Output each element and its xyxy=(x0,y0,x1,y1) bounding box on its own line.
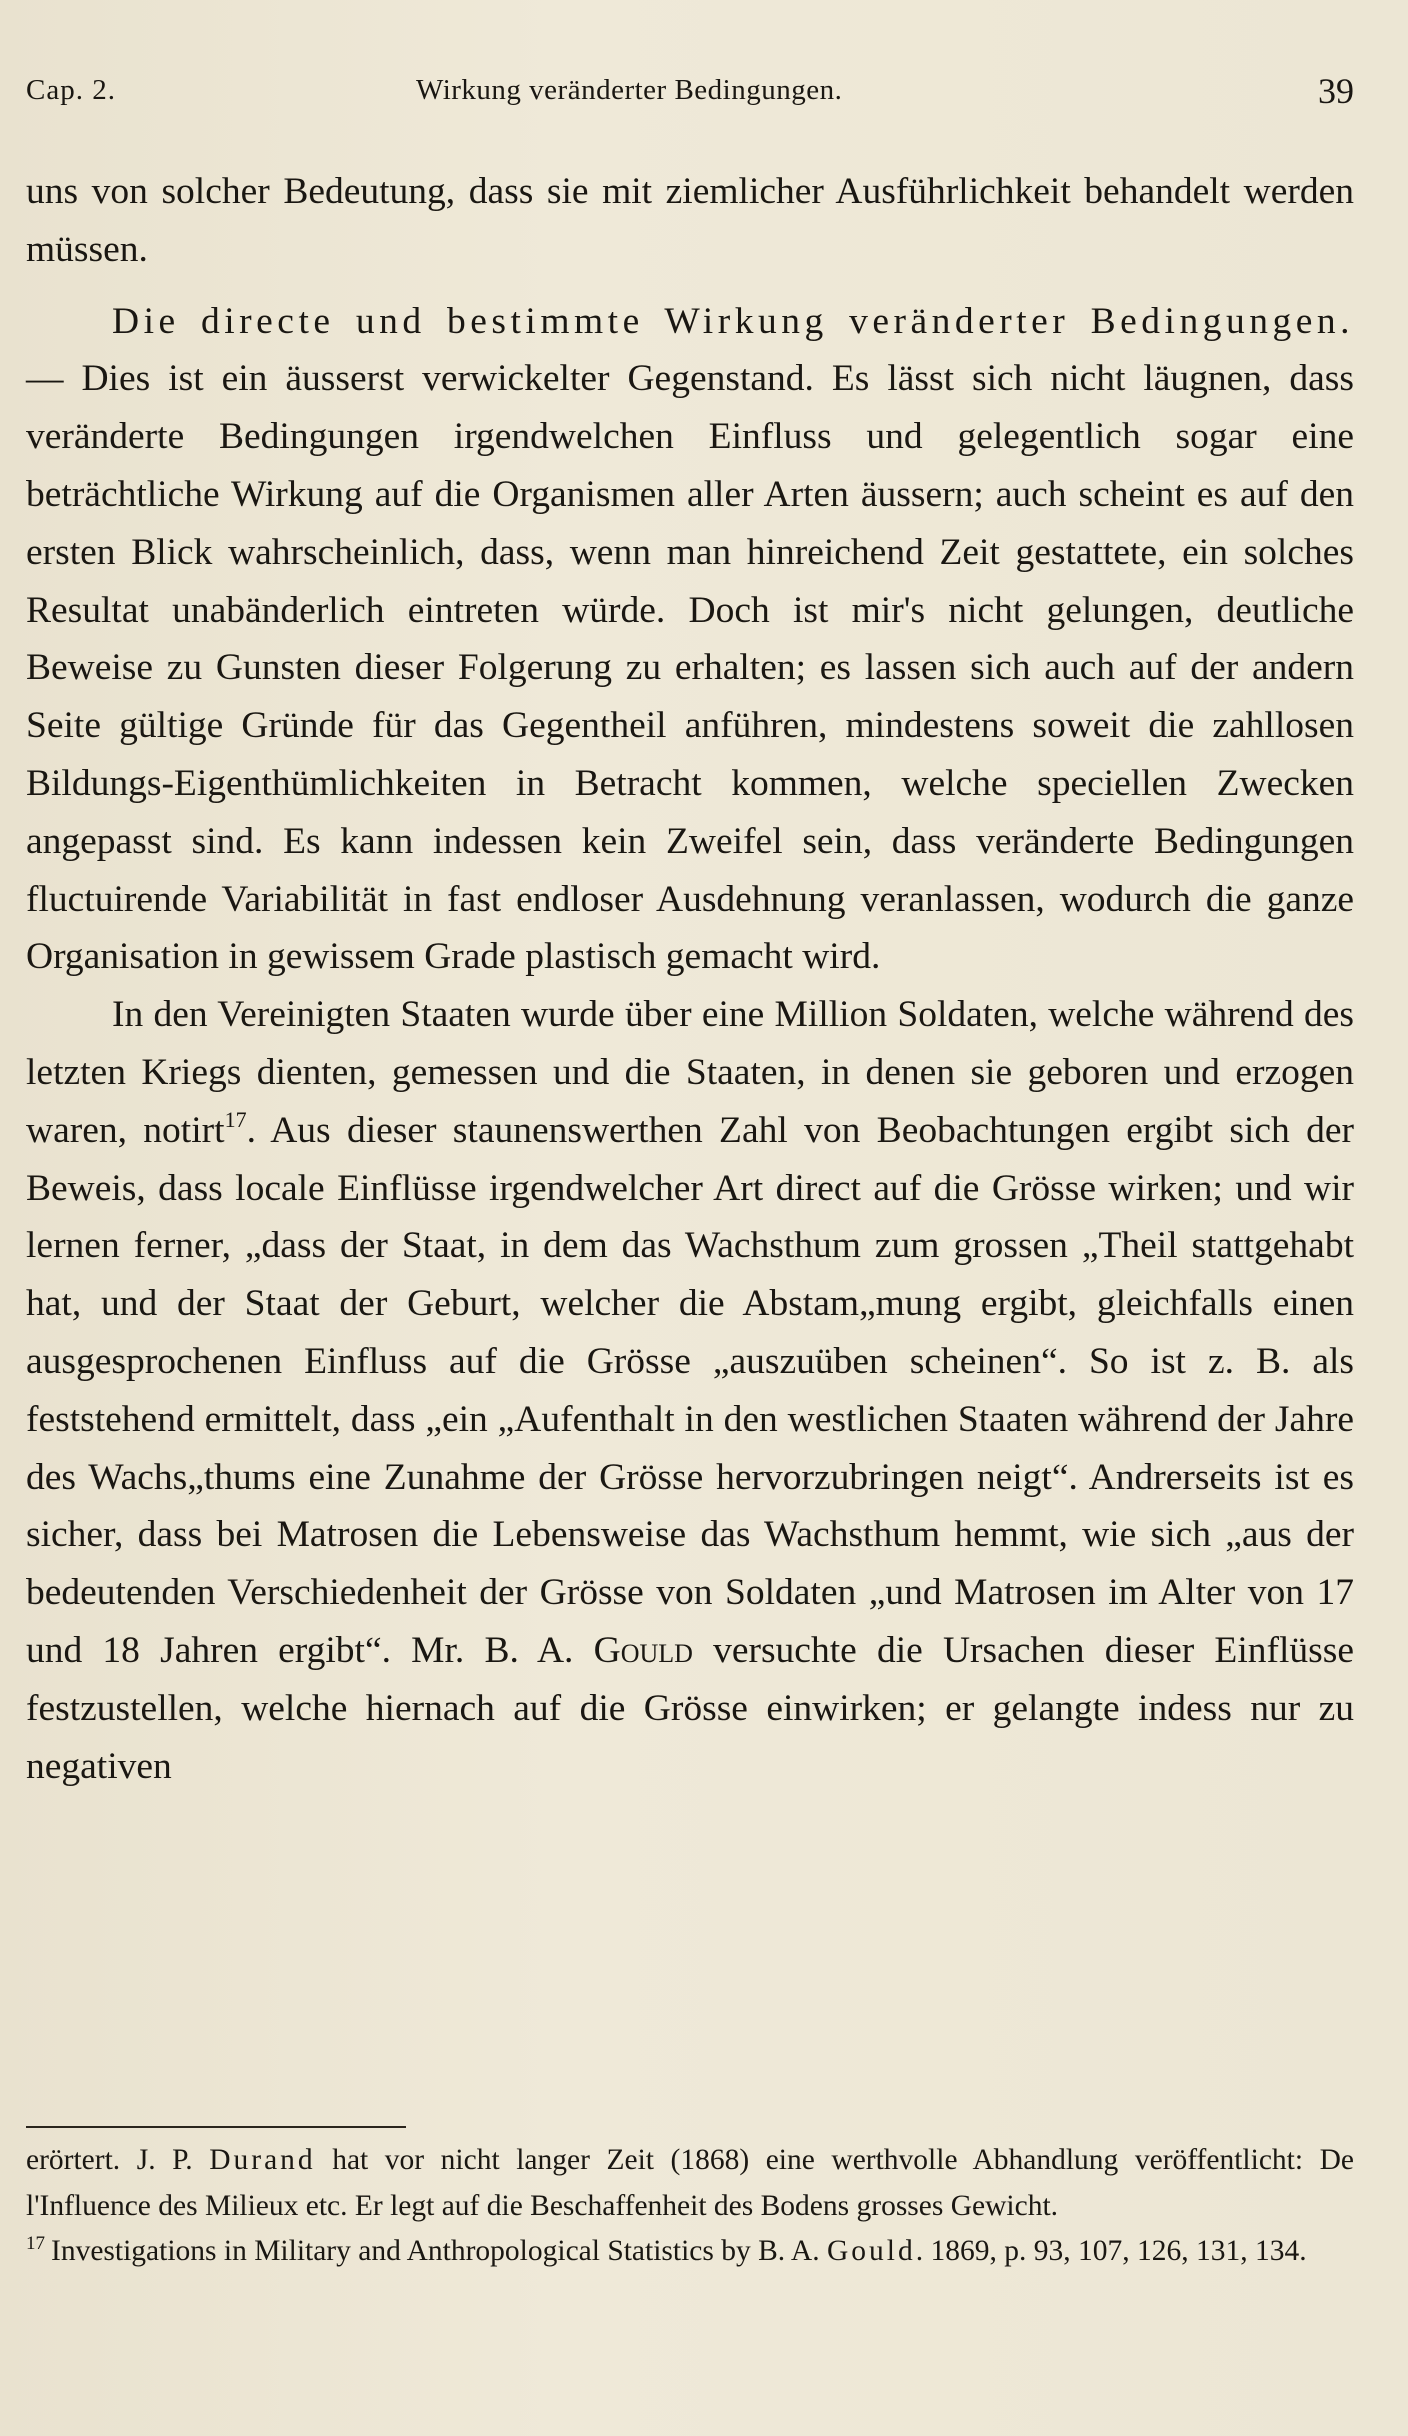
footnote-text: . 1869, p. 93, 107, 126, 131, 134. xyxy=(915,2235,1307,2267)
footnotes xyxy=(26,2138,1354,2275)
footnote-text: Investigations in Military and Anthropological Statistics by B. A. xyxy=(51,2235,827,2267)
paragraph-continuation xyxy=(26,163,1354,279)
footnote-marker: 17 xyxy=(26,2233,45,2254)
chapter-label: Cap. 2. xyxy=(26,74,116,106)
paragraph-united-states xyxy=(26,986,1354,1795)
paragraph-text: In den Vereinigten Staaten wurde über eine Million Soldaten, welche während des letzten Kriegs dienten, gemessen und die Staaten, in denen sie geboren und erzogen waren, notirt xyxy=(26,994,1354,1151)
section-heading: Die directe und bestimmte Wirkung veränderter Bedingungen. xyxy=(112,300,1354,342)
paragraph-text: . Aus dieser staunenswerthen Zahl von Beobachtungen ergibt sich der Beweis, dass locale Einflüsse irgendwelcher Art direct auf die Grösse wirken; und wir lernen ferner, „dass der Staat, in dem das Wachsthum zum grossen „Theil stattgehabt hat, und der Staat der Geburt, welcher die Abstam„mung ergibt, gleichfalls einen ausgesprochenen Einfluss auf die Grösse „auszuüben scheinen“. So ist z. B. als feststehend ermittelt, dass „ein „Aufenthalt in den westlichen Staaten während der Jahre des Wachs„thums eine Zunahme der Grösse hervorzubringen neigt“. Andrerseits ist es sicher, dass bei Matrosen die Lebensweise das Wachsthum hemmt, wie sich „aus der bedeutenden Verschiedenheit der Grösse von Soldaten „und Matrosen im Alter von 17 und 18 Jahren ergibt“. Mr. B. A. xyxy=(26,1109,1354,1671)
author-name: Gould xyxy=(826,2235,916,2267)
author-name: Gould xyxy=(593,1629,693,1671)
paragraph-direct-effect xyxy=(26,293,1354,987)
main-text xyxy=(26,163,1354,1795)
page-header xyxy=(26,68,1354,118)
footnote-divider xyxy=(26,2126,406,2128)
footnote-17 xyxy=(26,2229,1354,2275)
running-title: Wirkung veränderter Bedingungen. xyxy=(416,74,843,106)
page-number: 39 xyxy=(1318,71,1354,111)
footnote-reference: 17 xyxy=(224,1106,247,1132)
footnote-text: hat vor nicht langer Zeit (1868) eine werthvolle Abhandlung veröffentlicht: De l'Influence des Milieux etc. Er legt auf die Beschaffenheit des Bodens grosses Gewicht. xyxy=(26,2144,1354,2222)
footnote-text: erörtert. J. P. xyxy=(26,2144,210,2176)
paragraph-text: versuchte die Ursachen dieser Einflüsse festzustellen, welche hiernach auf die Grösse einwirken; er gelangte indess nur zu negativen xyxy=(26,1629,1354,1787)
author-name: Durand xyxy=(209,2144,316,2176)
footnote-continuation xyxy=(26,2138,1354,2229)
paragraph-text: — Dies ist ein äusserst verwickelter Gegenstand. Es lässt sich nicht läugnen, dass veränderte Bedingungen irgendwelchen Einfluss und gelegentlich sogar eine beträchtliche Wirkung auf die Organismen aller Arten äussern; auch scheint es auf den ersten Blick wahrscheinlich, dass, wenn man hinreichend Zeit gestattete, ein solches Resultat unabänderlich eintreten würde. Doch ist mir's nicht gelungen, deutliche Beweise zu Gunsten dieser Folgerung zu erhalten; es lassen sich auch auf der andern Seite gültige Gründe für das Gegentheil anführen, mindestens soweit die zahllosen Bildungs-Eigenthümlichkeiten in Betracht kommen, welche speciellen Zwecken angepasst sind. Es kann indessen kein Zweifel sein, dass veränderte Bedingungen fluctuirende Variabilität in fast endloser Ausdehnung veranlassen, wodurch die ganze Organisation in gewissem Grade plastisch gemacht wird. xyxy=(26,358,1354,978)
paragraph-text: uns von solcher Bedeutung, dass sie mit ziemlicher Ausführlichkeit behandelt werden müssen. xyxy=(26,171,1354,270)
